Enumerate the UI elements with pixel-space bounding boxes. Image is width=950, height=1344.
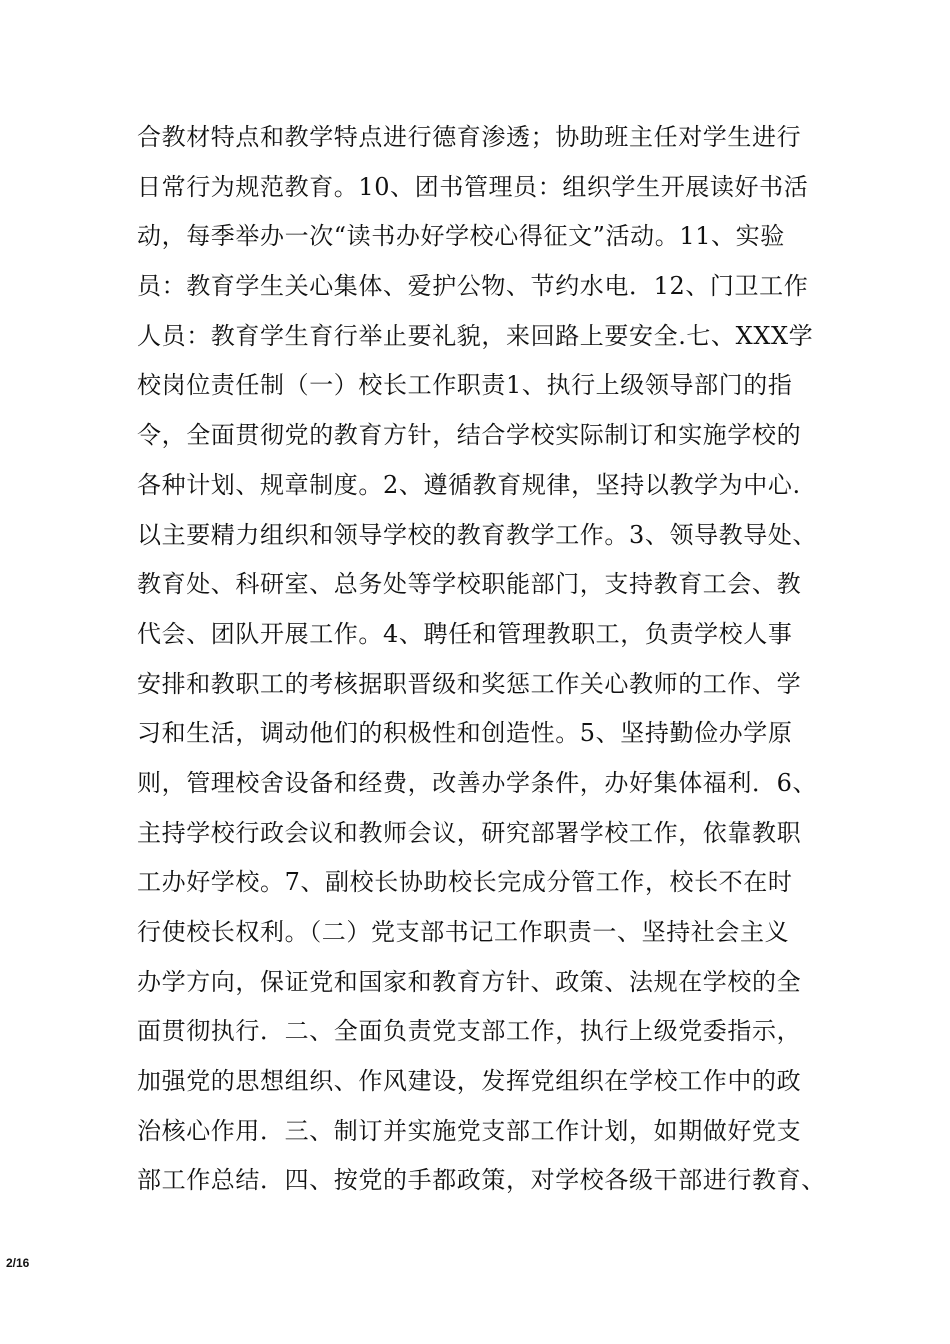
text-line: 校岗位责任制（一）校长工作职责1、执行上级领导部门的指: [137, 371, 793, 400]
text-line: 加强党的思想组织、作风建设，发挥党组织在学校工作中的政: [137, 1067, 802, 1096]
text-line: 部工作总结．四、按党的手都政策，对学校各级干部进行教育、: [137, 1166, 826, 1195]
text-line: 习和生活，调动他们的积极性和创造性。5、坚持勤俭办学原: [137, 719, 793, 748]
text-line: 安排和教职工的考核据职晋级和奖惩工作关心教师的工作、学: [137, 669, 802, 698]
text-line: 动，每季举办一次“读书办好学校心得征文”活动。11、实验: [137, 222, 785, 251]
text-line: 主持学校行政会议和教师会议，研究部署学校工作，依靠教职: [137, 818, 802, 847]
text-line: 工办好学校。7、副校长协助校长完成分管工作，校长不在时: [137, 868, 793, 897]
text-line: 各种计划、规章制度。2、遵循教育规律，坚持以教学为中心.: [137, 470, 801, 499]
text-line: 合教材特点和教学特点进行德育渗透；协助班主任对学生进行: [137, 123, 802, 151]
text-line: 人员：教育学生育行举止要礼貌，来回路上要安全.七、XXX学: [137, 321, 814, 350]
text-line: 日常行为规范教育。10、团书管理员：组织学生开展读好书活: [137, 172, 809, 201]
text-line: 治核心作用．三、制订并实施党支部工作计划，如期做好党支: [137, 1116, 802, 1145]
text-line: 行使校长权利。（二）党支部书记工作职责一、坚持社会主义: [137, 918, 790, 946]
body-text: [137, 113, 857, 1206]
text-line: 面贯彻执行．二、全面负责党支部工作，执行上级党委指示，: [137, 1017, 802, 1046]
page-number: 2/16: [6, 1256, 30, 1270]
text-line: 教育处、科研室、总务处等学校职能部门，支持教育工会、教: [137, 570, 802, 599]
text-line: 员：教育学生关心集体、爱护公物、节约水电．12、门卫工作: [137, 272, 809, 301]
text-line: 代会、团队开展工作。4、聘任和管理教职工，负责学校人事: [137, 619, 793, 648]
text-line: 则，管理校舍设备和经费，改善办学条件，办好集体福利．6、: [137, 768, 818, 797]
text-line: 以主要精力组织和领导学校的教育教学工作。3、领导教导处、: [137, 520, 818, 549]
text-line: 办学方向，保证党和国家和教育方针、政策、法规在学校的全: [137, 967, 802, 996]
text-line: 令，全面贯彻党的教育方针，结合学校实际制订和实施学校的: [137, 421, 802, 450]
